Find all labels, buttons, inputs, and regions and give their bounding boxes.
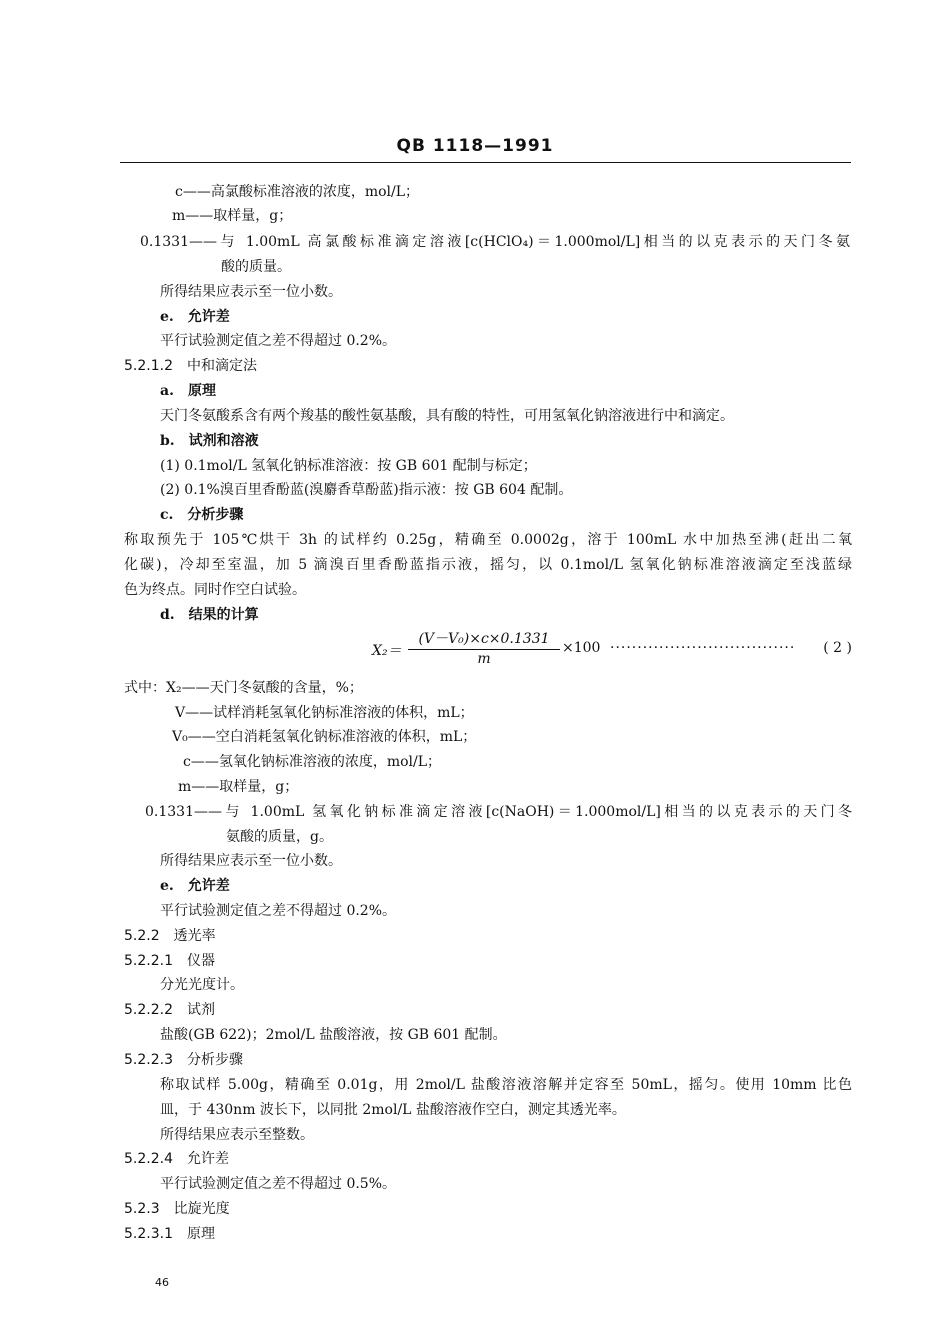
constant-definition-cont: 氨酸的质量，g。 [226,829,333,845]
section-heading: 5.2.3 比旋光度 [124,1201,230,1217]
section-heading: 5.2.2.4 允许差 [124,1151,229,1167]
constant-definition: 0.1331——与 1.00mL 高氯酸标准滴定溶液[c(HClO₄)＝1.000mol/L]相当的以克表示的天门冬氨 [140,234,850,250]
equation-number: ( 2 ) [823,640,852,656]
procedure-text: 色为终点。同时作空白试验。 [124,582,306,598]
reagent-item: (2) 0.1%溴百里香酚蓝(溴麝香草酚蓝)指示液：按 GB 604 配制。 [160,482,573,498]
result-precision-note: 所得结果应表示至一位小数。 [160,853,342,869]
instrument-text: 分光光度计。 [160,977,244,993]
header-rule [120,162,851,163]
subheading-principle: a. 原理 [160,383,216,399]
formula-numerator: (V－V₀)×c×0.1331 [408,628,560,650]
formula-fraction [408,628,560,667]
var-v0-definition: V₀——空白消耗氢氧化钠标准溶液的体积，mL； [172,729,477,745]
tolerance-text: 平行试验测定值之差不得超过 0.2%。 [160,903,397,919]
formula-rhs: ×100 [562,640,601,656]
procedure-text: 化碳)，冷却至室温，加 5 滴溴百里香酚蓝指示液，摇匀，以 0.1mol/L 氢氧化钠标准溶液滴定至浅蓝绿 [124,557,852,573]
subheading-tolerance: e. 允许差 [160,309,230,325]
calculation-formula [372,628,852,668]
formula-denominator: m [477,651,491,667]
subheading-tolerance: e. 允许差 [160,878,230,894]
reagent-item: (1) 0.1mol/L 氢氧化钠标准溶液：按 GB 601 配制与标定； [160,458,537,474]
var-c-definition: c——高氯酸标准溶液的浓度，mol/L； [175,184,420,200]
formula-lhs: X₂＝ [372,643,402,659]
procedure-text: 皿，于 430nm 波长下，以同批 2mol/L 盐酸溶液作空白，测定其透光率。 [160,1102,626,1118]
tolerance-text: 平行试验测定值之差不得超过 0.5%。 [160,1176,397,1192]
subheading-reagents: b. 试剂和溶液 [160,433,259,449]
formula-leader-dots: ·································· [610,640,796,656]
tolerance-text: 平行试验测定值之差不得超过 0.2%。 [160,333,397,349]
section-heading: 5.2.2.3 分析步骤 [124,1052,243,1068]
var-m-definition: m——取样量，g； [172,208,293,224]
constant-definition: 0.1331——与 1.00mL 氢氧化钠标准滴定溶液[c(NaOH)＝1.000mol/L]相当的以克表示的天门冬 [145,804,852,820]
subheading-calculation: d. 结果的计算 [160,607,259,623]
var-c-definition: c——氢氧化钠标准溶液的浓度，mol/L； [183,754,442,770]
var-m-definition: m——取样量，g； [178,779,299,795]
section-heading: 5.2.3.1 原理 [124,1226,215,1242]
page-number: 46 [155,1276,169,1289]
principle-text: 天门冬氨酸系含有两个羧基的酸性氨基酸，具有酸的特性，可用氢氧化钠溶液进行中和滴定。 [160,408,734,424]
section-heading: 5.2.1.2 中和滴定法 [124,358,257,374]
section-heading: 5.2.2 透光率 [124,928,216,944]
result-precision-note: 所得结果应表示至一位小数。 [160,284,342,300]
constant-definition-cont: 酸的质量。 [221,259,291,275]
section-heading: 5.2.2.1 仪器 [124,953,215,969]
result-precision-note: 所得结果应表示至整数。 [160,1127,314,1143]
procedure-text: 称取预先于 105℃烘干 3h 的试样约 0.25g，精确至 0.0002g，溶于 100mL 水中加热至沸(赶出二氧 [124,532,852,548]
procedure-text: 称取试样 5.00g，精确至 0.01g，用 2mol/L 盐酸溶液溶解并定容至 50mL，摇匀。使用 10mm 比色 [160,1077,852,1093]
subheading-procedure: c. 分析步骤 [160,507,244,523]
section-heading: 5.2.2.2 试剂 [124,1002,215,1018]
reagent-text: 盐酸(GB 622)；2mol/L 盐酸溶液，按 GB 601 配制。 [160,1027,507,1043]
page-header: QB 1118—1991 [396,136,554,156]
var-v-definition: V——试样消耗氢氧化钠标准溶液的体积，mL； [175,705,474,721]
where-clause: 式中：X₂——天门冬氨酸的含量，%； [124,680,363,696]
